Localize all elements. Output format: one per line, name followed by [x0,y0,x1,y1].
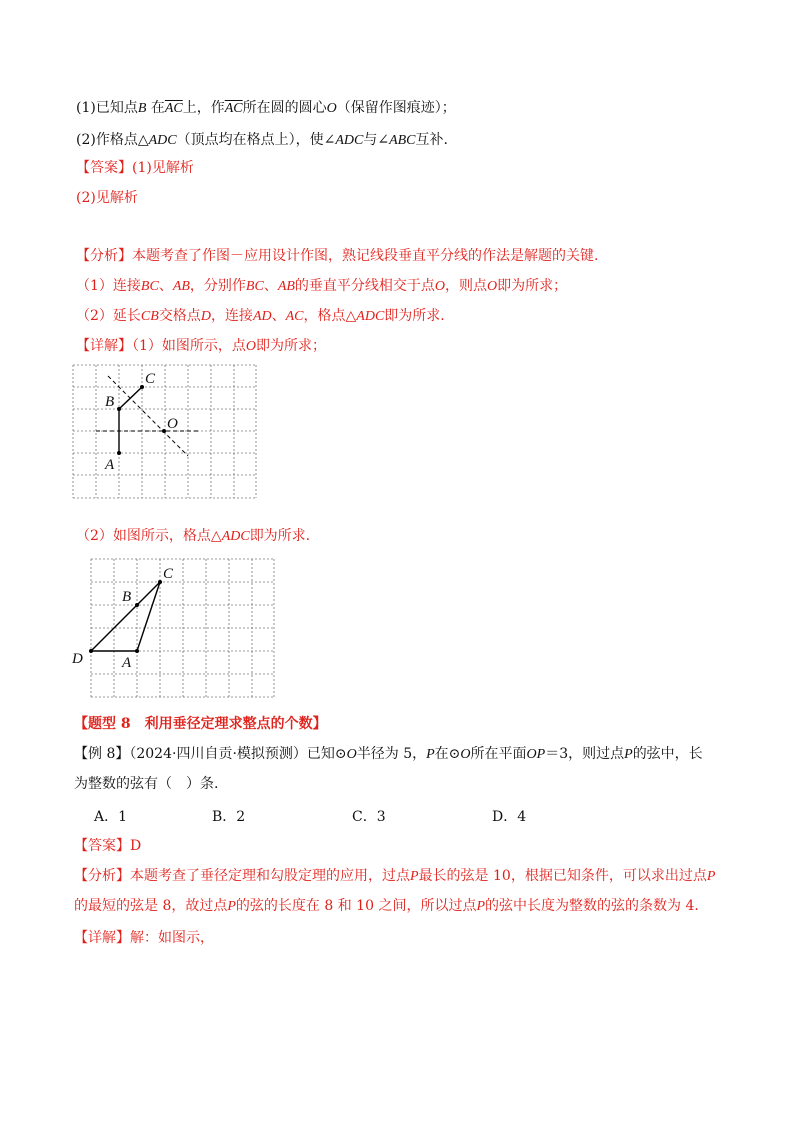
triangle-adc: ADC [148,133,177,148]
analysis-2-line-1 [74,866,715,887]
text: （1）连接 [76,278,141,294]
point-a [135,649,139,653]
label-c: C [145,371,156,387]
option-label: D．4 [492,809,527,825]
example-tag: 【例 8】 [74,746,130,762]
segment-op: OP [526,747,546,762]
point-o: O [346,747,357,762]
point-b [117,407,121,411]
answer-tag: 【答案】 [74,838,130,854]
analysis-step-2 [76,306,445,327]
label-a: A [105,457,115,473]
text: 、 [263,278,278,294]
section-heading [74,714,327,734]
text: 所在平面 [470,746,527,762]
text: （2024·四川自贡·模拟预测）已知 [129,746,335,762]
text: 互补. [415,132,448,148]
text: 最长的弦是 10，根据已知条件，可以求出过点 [418,868,707,884]
text: 解：如图示， [130,930,214,946]
question-part-2 [76,130,448,151]
point-d [89,649,93,653]
text: 交格点 [158,308,201,324]
circle-symbol: ⊙ [448,746,461,762]
segment-ab: AB [172,279,190,294]
analysis-step-1 [76,276,567,297]
detail-line [76,336,326,357]
point-p: P [227,899,236,914]
answer-line [76,158,194,178]
point-b [135,603,139,607]
segment-bc: BC [140,279,159,294]
analysis-line [76,246,598,266]
text: 的弦的长度在 8 和 10 之间，所以过点 [235,898,477,914]
text: ，格点△ [303,308,357,324]
segment-ac: AC [285,309,304,324]
label-c: C [163,566,174,582]
triangle-adc: ADC [221,529,250,544]
arc-ac: $\overline{AC}$ [224,101,243,116]
point-o: O [460,747,471,762]
segment-bc: BC [245,279,264,294]
answer-value: D [130,838,142,854]
triangle-adc: ADC [356,309,385,324]
point-p: P [706,869,716,884]
option-label: A．1 [94,809,128,825]
text: 本题考查了垂径定理和勾股定理的应用，过点 [130,868,410,884]
point-c [158,580,162,584]
point-o [162,429,166,433]
text: 即为所求； [256,338,327,354]
point-b: B [137,101,147,116]
text: （2）如图所示，格点△ [76,528,222,544]
answer-tag: 【答案】 [76,160,132,176]
point-c [140,385,144,389]
text: 【题型 8 利用垂径定理求整点的个数】 [74,716,327,732]
point-p: P [624,747,633,762]
point-o: O [434,279,446,294]
segment-ab: AB [277,279,295,294]
analysis-2-line-2 [74,896,699,917]
example-line-2 [74,774,218,794]
point-o: O [326,101,337,116]
text: 即为所求. [249,528,311,544]
question-part-1 [76,98,456,119]
label-a: A [122,655,132,671]
text: 为整数的弦有（ ）条. [74,776,219,792]
option-label: B．2 [212,809,246,825]
text: ，则点 [445,278,488,294]
analysis-tag: 【分析】 [76,248,132,264]
point-p: P [410,869,419,884]
text: 即为所求； [497,278,568,294]
arc-ac: $\overline{AC}$ [164,101,183,116]
text: 的最短的弦是 8，故过点 [74,898,228,914]
point-a [117,451,121,455]
option-a[interactable] [94,806,127,826]
option-c[interactable] [352,806,386,826]
text: (2)作格点△ [76,132,149,148]
analysis-text: 本题考查了作图－应用设计作图，熟记线段垂直平分线的作法是解题的关键. [132,248,599,264]
point-p: P [476,899,486,914]
circle-symbol: ⊙ [334,746,347,762]
segment-ac [137,582,160,651]
option-label: C．3 [352,809,386,825]
text: 在 [146,100,165,116]
detail-tag: 【详解】 [74,930,130,946]
analysis-tag: 【分析】 [74,868,130,884]
text: （保留作图痕迹）； [336,100,456,116]
point-o: O [245,339,257,354]
label-o: O [167,416,178,432]
figure-2-grid [72,556,278,701]
point-o: O [487,279,498,294]
text: 的弦中，长 [632,746,703,762]
text: （1）如图所示，点 [132,338,246,354]
text: 所在圆的圆心 [242,100,327,116]
text: 即为所求. [384,308,445,324]
grid-lines [91,559,274,697]
text: 的垂直平分线相交于点 [294,278,435,294]
text: 、 [271,308,286,324]
answer-2 [76,188,138,208]
angle-adc: ADC [335,133,364,148]
option-d[interactable] [492,806,526,826]
label-b: B [105,394,115,410]
text: (1)已知点 [76,100,138,116]
segment-ad: AD [252,309,272,324]
text: （顶点均在格点上），使∠ [176,132,336,148]
text: ，连接 [210,308,253,324]
point-p: P [426,747,435,762]
label-b: B [122,589,132,605]
text: 在 [434,746,449,762]
label-d: D [72,651,83,667]
text: 的弦中长度为整数的弦的条数为 4. [485,898,699,914]
text: 半径为 5， [356,746,427,762]
segment-cb: CB [140,309,159,324]
text: 上，作 [182,100,225,116]
text: 、 [158,278,173,294]
answer-1: (1)见解析 [132,160,194,176]
answer-line-2 [74,836,141,856]
detail-step-2 [76,526,310,547]
text: 与∠ [363,132,390,148]
angle-abc: ABC [389,133,416,148]
example-line-1 [74,744,703,765]
text: （2）延长 [76,308,141,324]
text: ＝3，则过点 [545,746,625,762]
detail-tag: 【详解】 [76,338,132,354]
figure-1-grid [70,362,260,502]
text: (2)见解析 [76,190,138,206]
option-b[interactable] [212,806,245,826]
text: ，分别作 [189,278,246,294]
point-d: D [200,309,211,324]
detail-line-2 [74,928,214,948]
